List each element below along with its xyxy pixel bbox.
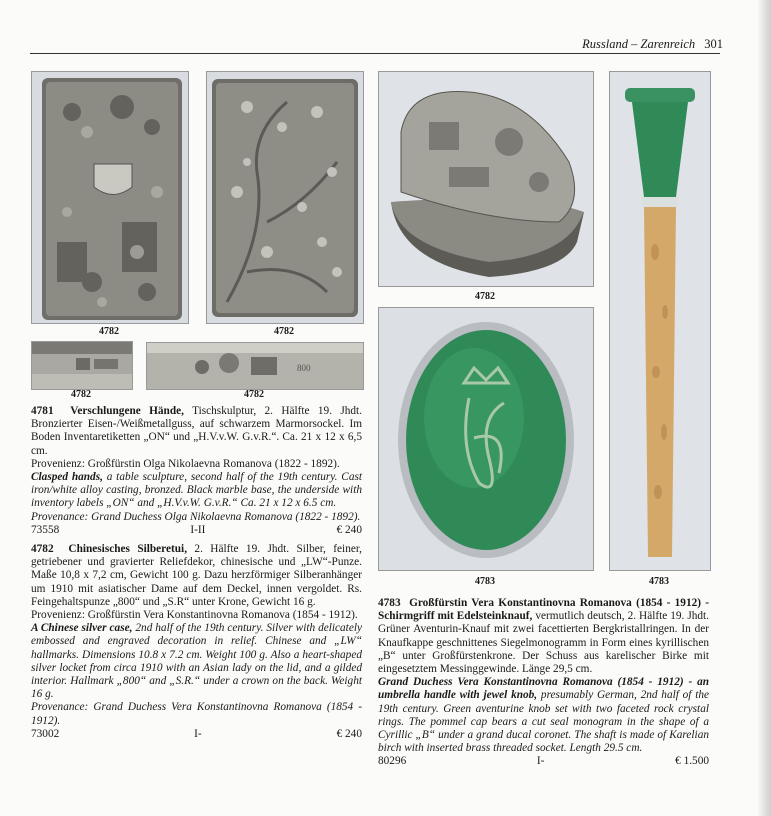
figure-label: 4782 — [274, 326, 294, 337]
lot-4781-english — [31, 471, 362, 511]
lot-title-en: Clasped hands, — [31, 471, 103, 484]
figure-label: 4782 — [99, 326, 119, 337]
lot-reference: 80296 — [378, 755, 407, 768]
lot-reference: 73558 — [31, 523, 60, 536]
lot-number: 4781 — [31, 405, 54, 417]
lot-description: vermutlich deutsch, 2. Hälfte 19. Jhdt. Grüner Aventurin-Knauf mit zwei facettierten Bergkristallringen. In der Knaufkappe geschnittenes Siegelmonogramm in Form eines kyrillischen „B“ unter Großfürstenkrone. Der Schuss aus karelischer Birke mit eingesetztem Messinggewinde. Länge 29,5 cm. — [378, 610, 710, 676]
photo-hallmark-marks — [146, 342, 364, 390]
lot-provenance: Provenienz: Großfürstin Vera Konstantinovna Romanova (1854 - 1912). — [31, 609, 358, 622]
lot-price: € 240 — [336, 727, 362, 740]
lot-meta-row — [31, 728, 362, 741]
lot-4783-english — [378, 676, 709, 755]
lot-4782-english — [31, 622, 362, 701]
lot-grade: I- — [536, 755, 545, 768]
lot-reference: 73002 — [31, 727, 60, 740]
lot-4782-german — [31, 543, 362, 609]
lot-number: 4783 — [378, 597, 401, 609]
lot-description: 2. Hälfte 19. Jhdt. Silber, feiner, getriebener und gravierter Reliefdekor, chinesische und „LW“-Punze. Maße 10,8 x 7,2 cm, Gewicht 100 g. Dazu herzförmiger Silberanhänger um 1910 mit asiatischer Dame auf dem Deckel, innen vergoldet. Rs. Feingehaltspunze „800“ und „S.R“ unter Krone, Gewicht 16 g. — [31, 543, 362, 608]
lot-description-en: 2nd half of the 19th century. Silver with delicately embossed and engraved decoration in relief. Chinese and „LW“ hallmarks. Dimensions 10.8 x 7.2 cm. Weight 100 g. Also a heart-shaped silver locket from circa 1910 with an Asian lady on the lid, and a gilded interior. Hallmark „800“ and „S.R.“ under a crown on the back. Weight 16 g. — [31, 622, 362, 701]
lot-provenance-en: Provenance: Grand Duchess Vera Konstantinovna Romanova (1854 - 1912). — [31, 701, 362, 727]
lot-price: € 240 — [336, 523, 362, 536]
figure-label: 4783 — [649, 576, 669, 587]
lot-title-en: Grand Duchess Vera Konstantinovna Romanova (1854 - 1912) - an umbrella handle with jewel knob, — [378, 676, 709, 702]
photo-heart-locket — [378, 71, 594, 287]
svg-text:800: 800 — [297, 363, 311, 373]
lot-grade: I- — [194, 727, 202, 740]
right-text-column — [378, 597, 709, 769]
figure-label: 4782 — [244, 389, 264, 400]
photo-umbrella-handle — [609, 71, 711, 571]
lot-number: 4782 — [31, 543, 54, 556]
section-title: Russland – Zarenreich — [582, 37, 696, 51]
lot-description-en: presumably German, 2nd half of the 19th century. Green aventurine knob set with two faceted rock crystal rings. The pommel cap bears a cut seal monogram in the shape of a Cyrillic „B“ under a grand ducal coronet. The shaft is made of Karelian birch with inserted brass threaded socket. Length 29.5 cm. — [378, 689, 710, 755]
figure-label: 4783 — [475, 576, 495, 587]
lot-meta-row — [378, 755, 709, 768]
lot-grade: I-II — [190, 523, 206, 536]
lot-title-en: A Chinese silver case, — [31, 622, 133, 635]
photo-hallmark-detail — [31, 341, 133, 390]
lot-price: € 1.500 — [675, 755, 709, 768]
lot-provenance-en: Provenance: Grand Duchess Olga Nikolaevna Romanova (1822 - 1892). — [31, 510, 361, 523]
page-number: 301 — [704, 37, 723, 51]
figure-label: 4782 — [71, 389, 91, 400]
running-head — [582, 37, 723, 52]
lot-title: Großfürstin Vera Konstantinovna Romanova (1854 - 1912) - Schirmgriff mit Edelsteinknauf, — [378, 597, 709, 623]
photo-silver-case-front — [31, 71, 189, 324]
left-text-column — [31, 405, 362, 741]
lot-4783-german — [378, 597, 709, 676]
lot-title: Chinesisches Silberetui, — [68, 543, 188, 556]
photo-aventurine-knob — [378, 307, 594, 571]
lot-4781-german — [31, 405, 362, 458]
header-rule — [30, 53, 720, 54]
lot-description-en: a table sculpture, second half of the 19th century. Cast iron/white alloy casting, bronzed. Black marble base, the underside with inventory labels „ON“ and „H.V.v.W. G.v.R.“ Ca. 21 x 12 x 6.5 cm. — [31, 471, 363, 510]
lot-description: Tischskulptur, 2. Hälfte 19. Jhdt. Bronzierter Eisen-/Weißmetallguss, auf schwarzem Marmorsockel. Im Boden Inventaretiketten „ON“ und „H.V.v.W. G.v.R.“. Ca. 21 x 12 x 6,5 cm. — [31, 405, 363, 457]
figure-label: 4782 — [475, 291, 495, 302]
lot-meta-row — [31, 524, 362, 537]
photo-silver-case-back — [206, 71, 364, 324]
page-gutter-shadow — [757, 0, 771, 816]
lot-title: Verschlungene Hände, — [70, 405, 184, 417]
lot-provenance: Provenienz: Großfürstin Olga Nikolaevna Romanova (1822 - 1892). — [31, 457, 340, 470]
